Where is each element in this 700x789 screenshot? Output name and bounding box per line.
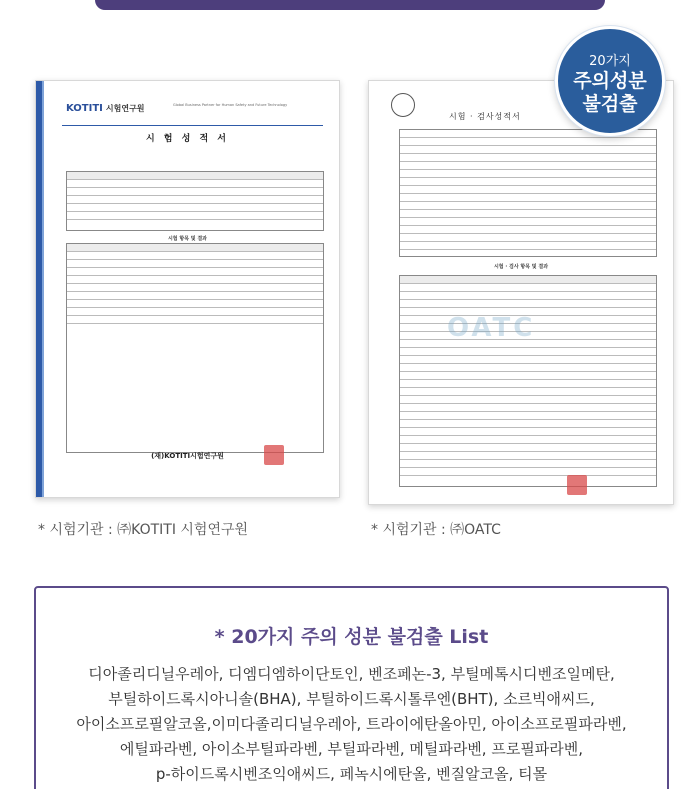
ingredient-list-body bbox=[36, 662, 667, 787]
kotiti-logo-subtext: 시험연구원 bbox=[105, 104, 145, 113]
kotiti-logo-text: KOTITI bbox=[66, 103, 103, 114]
oatc-certificate-image bbox=[368, 80, 674, 505]
certificate-info-table bbox=[66, 171, 324, 231]
not-detected-badge bbox=[555, 26, 665, 136]
official-seal bbox=[264, 445, 284, 465]
header-rule bbox=[62, 125, 323, 126]
ingredient-list-box bbox=[34, 586, 669, 789]
ingredient-line: 부틸하이드록시아니솔(BHA), 부틸하이드록시톨루엔(BHT), 소르빅애씨드, bbox=[108, 690, 595, 708]
ingredient-line: 에틸파라벤, 아이소부틸파라벤, 부틸파라벤, 메틸파라벤, 프로필파라벤, bbox=[119, 740, 584, 758]
certification-stamp bbox=[391, 93, 415, 117]
kotiti-tagline: Global Business Partner for Human Safety and Future Technology bbox=[173, 103, 288, 107]
issuer-name: (재)KOTITI시험연구원 bbox=[151, 452, 224, 460]
results-table bbox=[66, 243, 324, 453]
caption-oatc: * 시험기관 : ㈜OATC bbox=[371, 522, 501, 538]
caption-kotiti: * 시험기관 : ㈜KOTITI 시험연구원 bbox=[38, 522, 249, 538]
ingredient-line: 디아졸리디닐우레아, 디엠디엠하이단토인, 벤조페논-3, 부틸메톡시디벤조일메탄, bbox=[88, 665, 615, 683]
kotiti-logo bbox=[66, 103, 145, 114]
official-seal bbox=[567, 475, 587, 495]
badge-line-3: 불검출 bbox=[582, 93, 638, 115]
ingredient-line: p-하이드록시벤조익애씨드, 페녹시에탄올, 벤질알코올, 티몰 bbox=[155, 765, 548, 783]
kotiti-certificate-image bbox=[35, 80, 340, 498]
certificate-title: 시험 · 검사성적서 bbox=[449, 112, 521, 121]
badge-line-2: 주의성분 bbox=[573, 70, 647, 92]
oatc-watermark: OATC bbox=[447, 313, 536, 343]
badge-line-1: 20가지 bbox=[589, 54, 631, 69]
results-table bbox=[399, 275, 657, 487]
ingredient-list-title: * 20가지 주의 성분 불검출 List bbox=[214, 626, 489, 648]
certificate-title: 시 험 성 적 서 bbox=[145, 134, 229, 144]
results-section-label: 시험 · 검사 항목 및 결과 bbox=[493, 264, 549, 270]
top-banner-bar bbox=[95, 0, 605, 10]
ingredient-line: 아이소프로필알코올,이미다졸리디닐우레아, 트라이에탄올아민, 아이소프로필파라벤, bbox=[76, 715, 627, 733]
certificate-info-table bbox=[399, 129, 657, 257]
results-section-label: 시험 항목 및 결과 bbox=[167, 236, 208, 242]
